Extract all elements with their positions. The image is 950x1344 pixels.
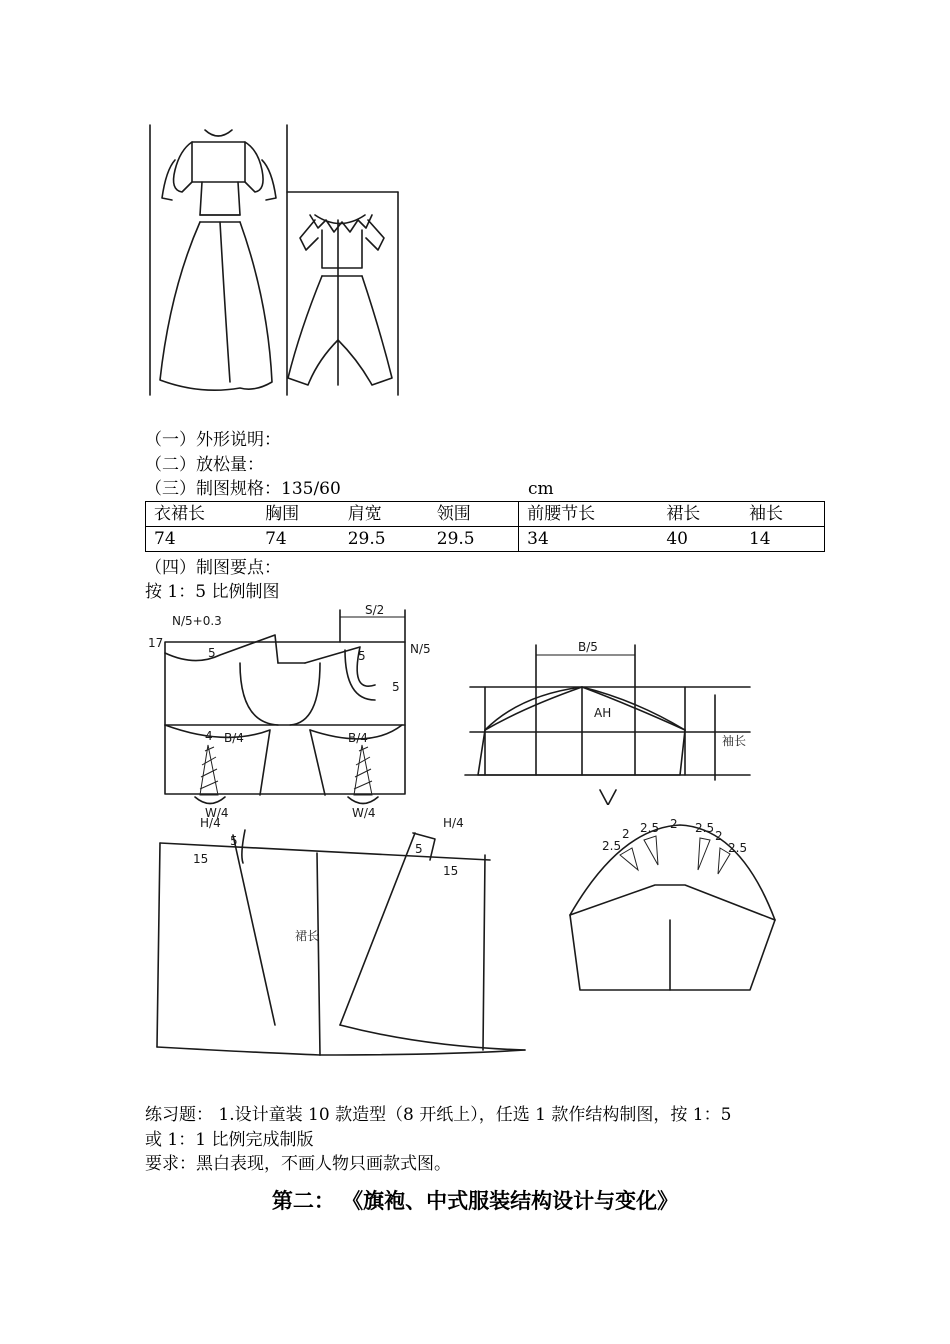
label-skirt-5b: 5 <box>415 842 423 856</box>
label-chest-b2: B/4 <box>348 731 368 745</box>
label-skirt-15b: 15 <box>443 864 459 878</box>
label-front-offset: 17 <box>148 636 164 650</box>
exercise-line-2: 或 1：1 比例完成制版 <box>145 1130 314 1150</box>
label-bodice-5c: 5 <box>392 680 400 694</box>
label-skirt-length: 裙长 <box>295 929 320 943</box>
value-shoulder: 29.5 <box>340 527 429 552</box>
sleeve-draft <box>460 635 770 805</box>
section-points: （四）制图要点： <box>145 558 281 578</box>
label-skirt-15a: 15 <box>193 852 209 866</box>
value-chest: 74 <box>257 527 340 552</box>
chapter-title: 第二： 《旗袍、中式服装结构设计与变化》 <box>271 1188 679 1213</box>
label-sleeve-length: 袖长 <box>722 734 747 748</box>
label-skirt-h2: H/4 <box>443 816 464 830</box>
label-bodice-5b: 5 <box>358 649 366 663</box>
label-ah: AH <box>594 706 612 720</box>
label-collar-6: 2.5 <box>728 841 748 855</box>
section-scale: 按 1：5 比例制图 <box>145 582 280 602</box>
section-shape: （一）外形说明： <box>145 430 281 450</box>
spec-value-row <box>146 527 825 552</box>
label-skirt-5a: 5 <box>230 834 238 848</box>
exercise-line-1: 练习题： 1.设计童装 10 款造型（8 开纸上），任选 1 款作结构制图，按 1：5 <box>145 1105 732 1125</box>
label-waist-1: W/4 <box>205 806 229 820</box>
value-neck: 29.5 <box>429 527 519 552</box>
label-collar-1: 2 <box>622 827 630 841</box>
value-front-waist: 34 <box>519 527 659 552</box>
label-collar-3: 2 <box>670 817 678 831</box>
header-sleeve-length: 袖长 <box>741 502 825 527</box>
label-collar-4: 2.5 <box>695 821 715 835</box>
header-skirt-length: 裙长 <box>658 502 741 527</box>
value-skirt-length: 40 <box>658 527 741 552</box>
value-sleeve-length: 14 <box>741 527 825 552</box>
label-collar-0: 2.5 <box>602 839 622 853</box>
exercise-line-3: 要求：黑白表现，不画人物只画款式图。 <box>145 1154 451 1174</box>
value-dress-length: 74 <box>146 527 258 552</box>
section-ease: （二）放松量： <box>145 455 264 475</box>
skirt-draft <box>145 815 535 1060</box>
spec-header-row <box>146 502 825 527</box>
fashion-sketch <box>140 120 410 400</box>
label-dart-1: 4 <box>205 729 213 743</box>
header-dress-length: 衣裙长 <box>146 502 258 527</box>
spec-unit: cm <box>528 479 554 499</box>
header-neck: 领围 <box>429 502 519 527</box>
header-front-waist: 前腰节长 <box>519 502 659 527</box>
label-neck-formula: N/5+0.3 <box>172 614 222 628</box>
label-skirt-h1: H/4 <box>200 816 221 830</box>
label-bodice-5a: 5 <box>208 646 216 660</box>
label-collar-2: 2.5 <box>640 821 660 835</box>
label-neck-n: N/5 <box>410 642 431 656</box>
label-waist-2: W/4 <box>352 806 376 820</box>
label-shoulder-s: S/2 <box>365 605 385 617</box>
bodice-draft <box>140 605 440 825</box>
header-shoulder: 肩宽 <box>340 502 429 527</box>
label-sleeve-b: B/5 <box>578 640 598 654</box>
header-chest: 胸围 <box>257 502 340 527</box>
collar-draft <box>560 810 790 995</box>
label-collar-5: 2 <box>715 829 723 843</box>
section-spec: （三）制图规格：135/60 <box>145 479 341 499</box>
spec-table <box>145 501 825 552</box>
label-chest-b1: B/4 <box>224 731 244 745</box>
